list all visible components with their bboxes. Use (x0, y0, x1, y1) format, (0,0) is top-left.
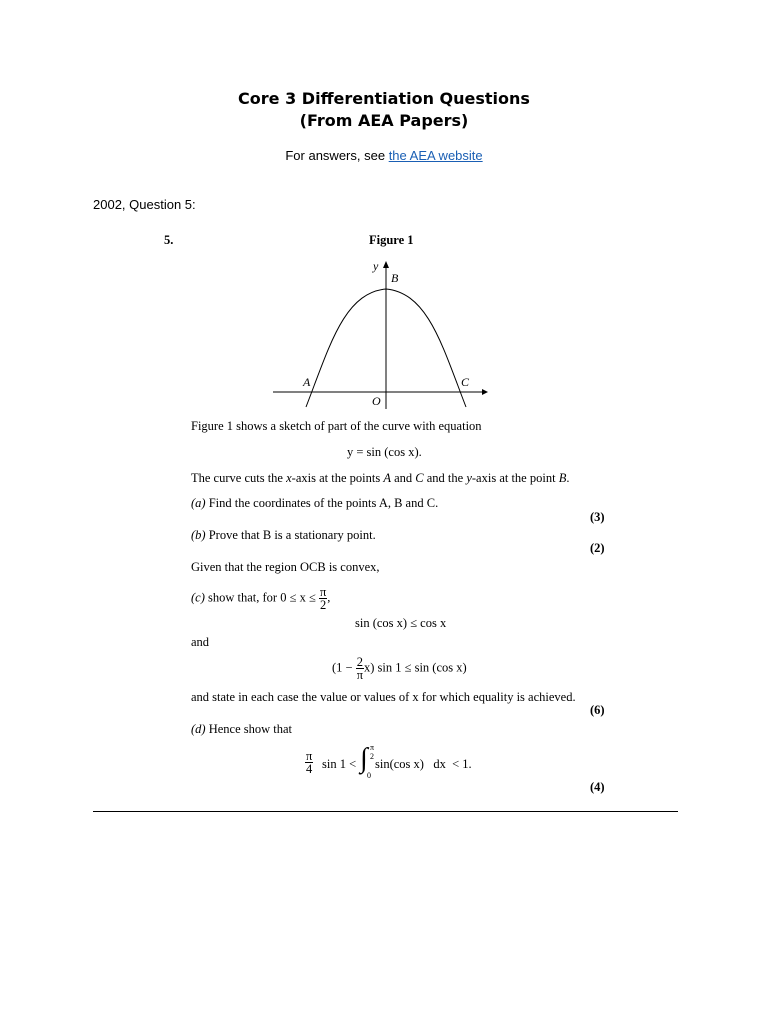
intro-text: Figure 1 shows a sketch of part of the curve with equation (191, 419, 482, 433)
part-a-marks: (3) (590, 510, 605, 524)
document-title-line1: Core 3 Differentiation Questions (238, 89, 530, 108)
upper-limit-2: 2 (370, 752, 374, 761)
two-numerator: 2 (356, 655, 363, 669)
part-b-label: (b) (191, 528, 206, 542)
part-b (191, 528, 376, 543)
given-text: Given that the region OCB is convex, (191, 560, 380, 574)
part-b-text: Prove that B is a stationary point. (205, 528, 376, 542)
label-C: C (461, 375, 470, 389)
upper-limit-pi: π (370, 743, 375, 752)
part-d (191, 722, 292, 737)
label-O: O (372, 394, 381, 408)
part-a (191, 496, 438, 511)
part-d-label: (d) (191, 722, 206, 736)
part-c-comma: , (327, 590, 331, 605)
cuts-end: . (566, 471, 570, 485)
answers-prefix: For answers, see (285, 148, 389, 163)
ineq2-left: (1 − (332, 660, 353, 675)
d-sin1: sin 1 < (322, 757, 357, 771)
cuts-A: A (383, 471, 391, 485)
aea-website-link[interactable]: the AEA website (388, 148, 483, 163)
integral-sign: ∫ (360, 743, 368, 774)
pi-denominator: π (356, 668, 363, 682)
axis-cuts-text (191, 471, 569, 486)
and-text: and (191, 635, 210, 649)
answers-note (0, 148, 768, 163)
question-number: 5. (164, 233, 174, 247)
cuts-B: B (558, 471, 567, 485)
curve-equation: y = sin (cos x). (347, 445, 422, 459)
figure-1-sketch (260, 255, 500, 410)
part-d-marks: (4) (590, 780, 605, 794)
part-c-marks: (6) (590, 703, 605, 717)
cuts-x: x (286, 471, 292, 485)
part-b-marks: (2) (590, 541, 605, 555)
four-denominator: 4 (306, 762, 313, 776)
inequality-2 (332, 656, 467, 681)
cuts-part-2: -axis at the points (291, 471, 384, 485)
cuts-and: and (390, 471, 416, 485)
label-y: y (373, 259, 379, 273)
lower-limit: 0 (367, 771, 371, 780)
part-c (191, 586, 330, 611)
integrand: sin(cos x) dx < 1. (375, 757, 472, 771)
x-axis-arrow (482, 389, 488, 395)
inequality-1: sin (cos x) ≤ cos x (355, 616, 447, 630)
y-axis-arrow (383, 261, 389, 268)
part-c-text: show that, for 0 ≤ x ≤ (204, 590, 316, 605)
two-over-pi-fraction (356, 656, 364, 681)
label-A: A (303, 375, 311, 389)
cuts-part-3: and the (423, 471, 467, 485)
part-a-text: Find the coordinates of the points A, B and C. (205, 496, 439, 510)
cuts-part-4: -axis at the point (471, 471, 559, 485)
label-B: B (391, 271, 399, 285)
part-d-text: Hence show that (205, 722, 293, 736)
document-title-line2: (From AEA Papers) (299, 111, 469, 130)
cuts-C: C (415, 471, 424, 485)
divider-line (93, 811, 678, 812)
pi-over-2-fraction (319, 586, 327, 611)
state-text: and state in each case the value or values of x for which equality is achieved. (191, 690, 576, 704)
figure-caption: Figure 1 (369, 233, 414, 247)
ineq2-right: x) sin 1 ≤ sin (cos x) (363, 660, 467, 675)
two-denominator: 2 (319, 598, 327, 612)
cuts-part-1: The curve cuts the (191, 471, 287, 485)
part-a-label: (a) (191, 496, 206, 510)
cuts-y: y (466, 471, 472, 485)
pi-over-4-num: π (306, 749, 313, 763)
pi-numerator: π (319, 585, 327, 599)
question-reference: 2002, Question 5: (93, 197, 196, 212)
part-c-label: (c) (191, 590, 205, 605)
integral-inequality (305, 743, 505, 784)
pi-over-4-fraction (305, 750, 313, 775)
